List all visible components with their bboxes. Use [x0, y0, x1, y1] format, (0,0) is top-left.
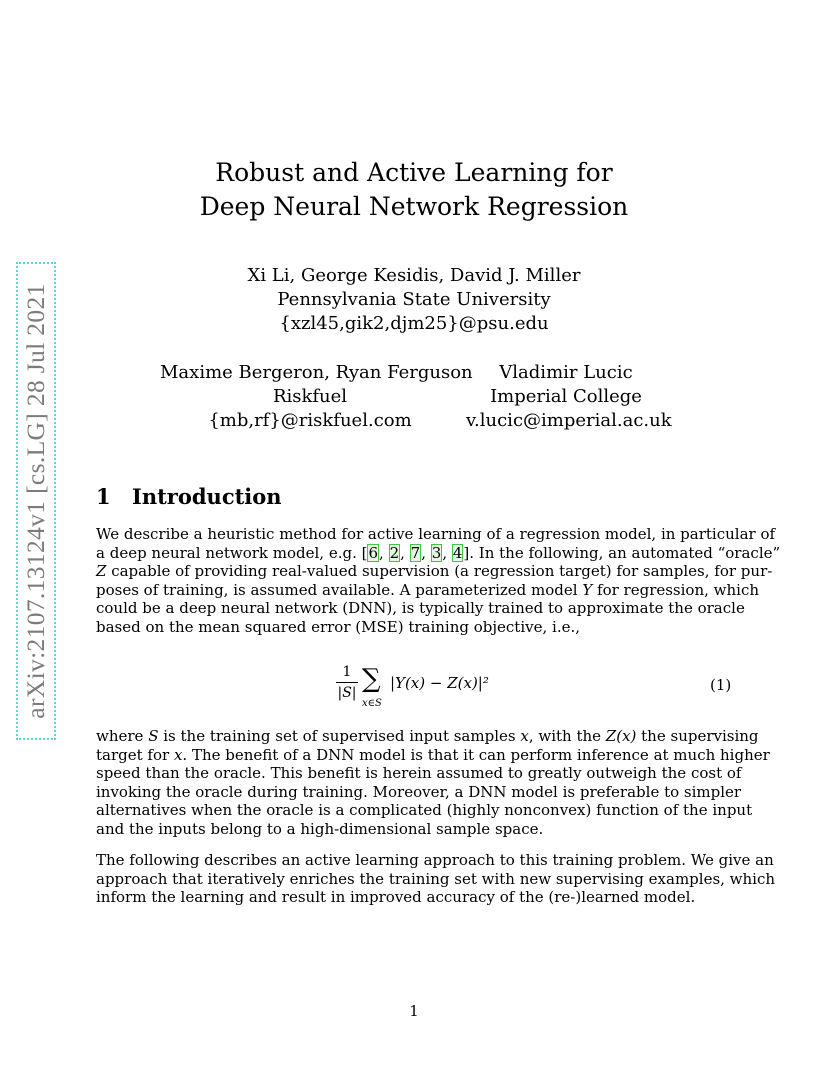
sum-subscript: x∈S — [362, 698, 382, 709]
intro-paragraph-3 — [96, 851, 776, 907]
paper-title-line1: Robust and Active Learning for — [215, 158, 613, 187]
citation-link[interactable]: 7 — [410, 543, 421, 562]
equation-fraction — [336, 664, 358, 701]
text-line: alternatives when the oracle is a complicated (highly nonconvex) function of the input — [96, 801, 753, 820]
text-line: could be a deep neural network (DNN), is typically trained to approximate the oracle — [96, 599, 745, 618]
paper-title-line2: Deep Neural Network Regression — [199, 192, 629, 221]
text-line: where S is the training set of supervised input samples x, with the Z(x) the supervising — [96, 727, 759, 745]
email-psu: {xzl45,gik2,djm25}@psu.edu — [279, 313, 549, 334]
equation-denominator: |S| — [337, 685, 357, 701]
citation-link[interactable]: 3 — [431, 543, 442, 562]
text-line: Z capable of providing real-valued supervision (a regression target) for samples, for pur- — [96, 562, 773, 581]
affiliation-riskfuel: Riskfuel — [272, 386, 348, 407]
intro-paragraph-1 — [96, 525, 781, 637]
page-number: 1 — [409, 1002, 419, 1020]
section-heading — [96, 482, 282, 512]
text-line: target for x. The benefit of a DNN model is that it can perform inference at much higher — [96, 745, 770, 764]
citation-link[interactable]: 6 — [368, 543, 379, 562]
text-line: We describe a heuristic method for active learning of a regression model, in particular of — [96, 525, 776, 543]
citation-link[interactable]: 2 — [389, 543, 400, 562]
text-line: poses of training, is assumed available. A parameterized model Y for regression, which — [96, 580, 760, 599]
equation-mse — [336, 662, 536, 722]
authors-riskfuel: Maxime Bergeron, Ryan Ferguson — [160, 362, 473, 383]
text-line: based on the mean squared error (MSE) training objective, i.e., — [96, 617, 580, 636]
text-line: The following describes an active learning approach to this training problem. We give an — [96, 851, 774, 869]
email-riskfuel: {mb,rf}@riskfuel.com — [208, 410, 412, 431]
text-line: approach that iteratively enriches the training set with new supervising examples, which — [96, 869, 776, 888]
section-title: Introduction — [132, 484, 282, 509]
text-line: and the inputs belong to a high-dimensional sample space. — [96, 819, 544, 838]
affiliation-imperial: Imperial College — [490, 386, 642, 407]
text-line: speed than the oracle. This benefit is herein assumed to greatly outweigh the cost of — [96, 764, 742, 783]
arxiv-stamp-text: arXiv:2107.13124v1 [cs.LG] 28 Jul 2021 — [21, 283, 50, 719]
citation-link[interactable]: 4 — [452, 543, 463, 562]
email-imperial: v.lucic@imperial.ac.uk — [466, 410, 672, 431]
equation-body: |Y(x) − Z(x)|² — [390, 674, 489, 692]
authors-psu: Xi Li, George Kesidis, David J. Miller — [247, 265, 581, 286]
text-line: inform the learning and result in improved accuracy of the (re-)learned model. — [96, 888, 696, 907]
author-imperial: Vladimir Lucic — [499, 362, 633, 383]
text-line: invoking the oracle during training. Moreover, a DNN model is preferable to simpler — [96, 782, 742, 801]
section-number: 1 — [96, 484, 111, 509]
equation-numerator: 1 — [342, 664, 352, 680]
affiliation-psu: Pennsylvania State University — [277, 289, 551, 310]
text-line: a deep neural network model, e.g. [6, 2, 7, 3, 4]. In the following, an automated “oracle” — [96, 543, 781, 562]
equation-number: (1) — [710, 676, 732, 694]
sum-operator: ∑ — [362, 664, 381, 694]
intro-paragraph-2 — [96, 727, 770, 839]
